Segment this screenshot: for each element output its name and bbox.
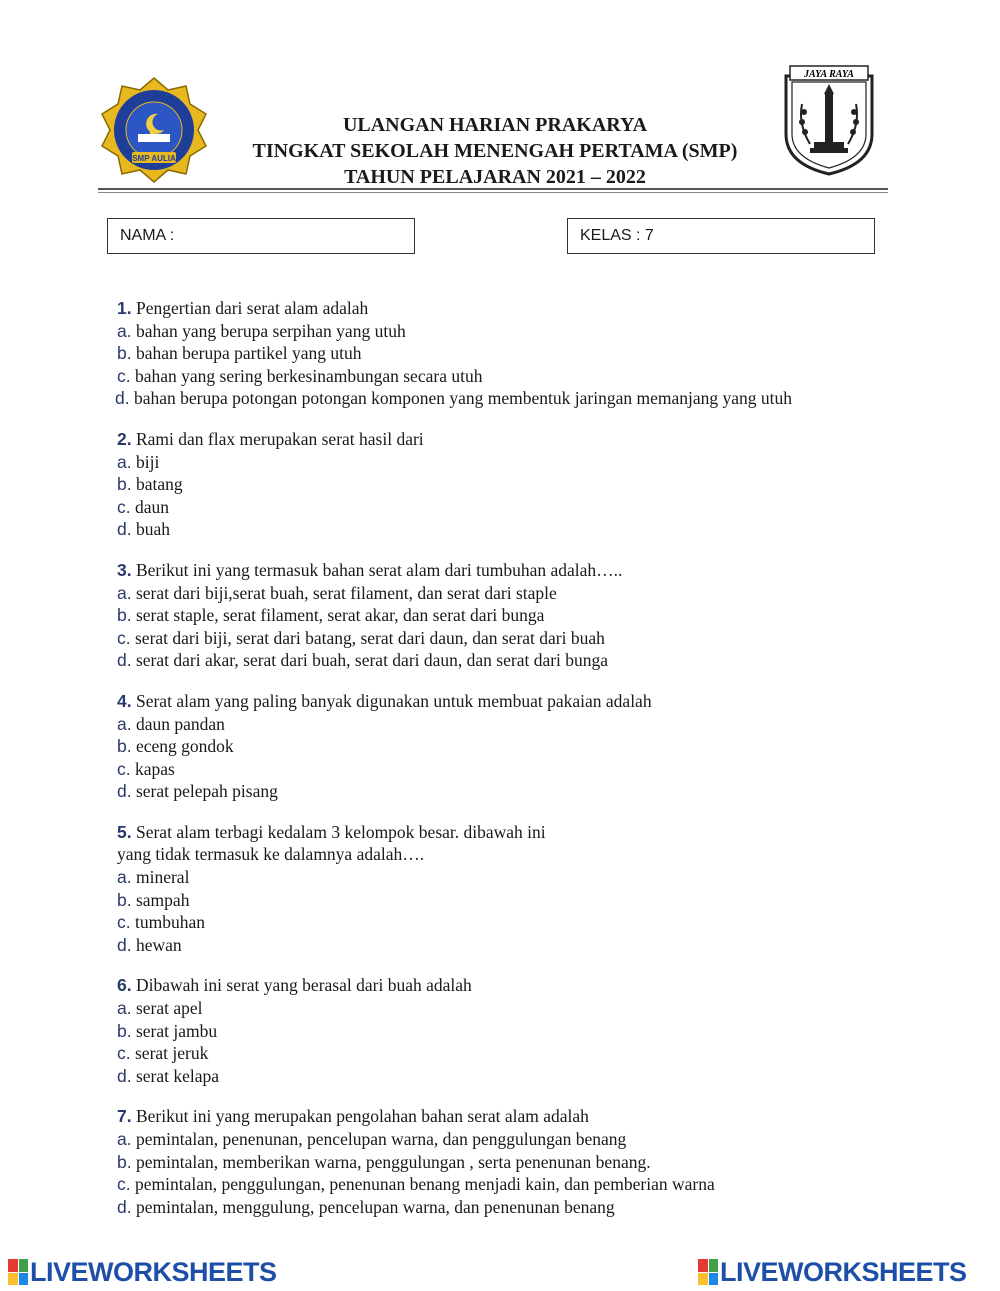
- option-d[interactable]: d. buah: [117, 519, 171, 540]
- jaya-raya-logo: [780, 64, 878, 176]
- option-a[interactable]: a. serat dari biji,serat buah, serat filament, dan serat dari staple: [117, 582, 557, 603]
- question-number: 2.: [117, 428, 132, 449]
- option-b[interactable]: b. bahan berupa partikel yang utuh: [117, 343, 362, 364]
- title-line-2: TINGKAT SEKOLAH MENENGAH PERTAMA (SMP): [252, 140, 738, 162]
- question-text: Berikut ini yang termasuk bahan serat alam dari tumbuhan adalah…..: [135, 559, 623, 580]
- title-line-3: TAHUN PELAJARAN 2021 – 2022: [344, 166, 646, 188]
- question-7: [117, 1105, 857, 1218]
- option-a[interactable]: a. mineral: [117, 867, 190, 888]
- header-divider-thin: [98, 192, 888, 193]
- question-number: 3.: [117, 559, 132, 580]
- question-text: Pengertian dari serat alam adalah: [135, 298, 369, 318]
- smp-aulia-logo-text: SMP AULIA: [132, 154, 176, 163]
- question-text: Rami dan flax merupakan serat hasil dari: [135, 428, 424, 449]
- smp-aulia-logo: [98, 76, 210, 184]
- option-d[interactable]: d. hewan: [117, 934, 182, 955]
- question-5: [117, 821, 857, 957]
- question-6: [117, 974, 857, 1087]
- header-divider: [98, 188, 888, 190]
- question-list: [117, 297, 857, 1236]
- liveworksheets-brand: LIVEWORKSHEETS: [720, 1256, 967, 1287]
- question-number: 7.: [117, 1106, 132, 1127]
- option-a[interactable]: a. bahan yang berupa serpihan yang utuh: [117, 320, 406, 341]
- question-number: 5.: [117, 821, 132, 842]
- kelas-label: KELAS : 7: [580, 227, 654, 244]
- liveworksheets-logo-icon: [8, 1259, 28, 1285]
- option-b[interactable]: b. serat jambu: [117, 1020, 218, 1041]
- option-c[interactable]: c. bahan yang sering berkesinambungan secara utuh: [117, 365, 483, 386]
- title-line-1: ULANGAN HARIAN PRAKARYA: [342, 114, 648, 136]
- option-a[interactable]: a. serat apel: [117, 998, 203, 1019]
- nama-label: NAMA :: [120, 227, 175, 244]
- question-1: [117, 297, 857, 410]
- question-text: Serat alam terbagi kedalam 3 kelompok besar. dibawah ini: [135, 821, 546, 842]
- liveworksheets-footer-right[interactable]: [698, 1255, 967, 1289]
- question-2: [117, 428, 857, 541]
- option-c[interactable]: c. daun: [117, 496, 170, 517]
- jaya-raya-logo-text: JAYA RAYA: [804, 69, 854, 80]
- question-text: Serat alam yang paling banyak digunakan untuk membuat pakaian adalah: [135, 690, 652, 711]
- question-text: Berikut ini yang merupakan pengolahan bahan serat alam adalah: [135, 1106, 589, 1127]
- option-c[interactable]: c. pemintalan, penggulungan, penenunan benang menjadi kain, dan pemberian warna: [117, 1174, 715, 1195]
- option-a[interactable]: a. daun pandan: [117, 713, 225, 734]
- option-b[interactable]: b. serat staple, serat filament, serat akar, dan serat dari bunga: [117, 605, 545, 626]
- option-d[interactable]: d. pemintalan, menggulung, pencelupan warna, dan penenunan benang: [117, 1196, 615, 1217]
- liveworksheets-footer-left[interactable]: [8, 1255, 277, 1289]
- option-d[interactable]: d. serat dari akar, serat dari buah, serat dari daun, dan serat dari bunga: [117, 650, 609, 671]
- option-c[interactable]: c. serat jeruk: [117, 1043, 209, 1064]
- kelas-field[interactable]: [567, 218, 875, 254]
- liveworksheets-brand: LIVEWORKSHEETS: [30, 1256, 277, 1287]
- option-c[interactable]: c. kapas: [117, 758, 175, 779]
- option-c[interactable]: c. tumbuhan: [117, 912, 205, 933]
- nama-field[interactable]: [107, 218, 415, 254]
- question-4: [117, 690, 857, 803]
- option-b[interactable]: b. pemintalan, memberikan warna, penggulungan , serta penenunan benang.: [117, 1151, 651, 1172]
- option-d[interactable]: d. bahan berupa potongan potongan komponen yang membentuk jaringan memanjang yang utuh: [115, 388, 793, 409]
- option-d[interactable]: d. serat pelepah pisang: [117, 781, 278, 802]
- option-b[interactable]: b. eceng gondok: [117, 736, 234, 757]
- question-number: 6.: [117, 975, 132, 996]
- question-number: 4.: [117, 690, 132, 711]
- question-text: Dibawah ini serat yang berasal dari buah adalah: [135, 975, 472, 996]
- liveworksheets-logo-icon: [698, 1259, 718, 1285]
- question-text-continued: yang tidak termasuk ke dalamnya adalah….: [117, 844, 425, 865]
- option-d[interactable]: d. serat kelapa: [117, 1065, 220, 1086]
- option-a[interactable]: a. pemintalan, penenunan, pencelupan warna, dan penggulungan benang: [117, 1129, 627, 1149]
- option-b[interactable]: b. sampah: [117, 889, 190, 910]
- question-number: 1.: [117, 298, 132, 318]
- option-a[interactable]: a. biji: [117, 451, 160, 472]
- question-3: [117, 559, 857, 672]
- option-c[interactable]: c. serat dari biji, serat dari batang, serat dari daun, dan serat dari buah: [117, 627, 605, 648]
- option-b[interactable]: b. batang: [117, 474, 183, 495]
